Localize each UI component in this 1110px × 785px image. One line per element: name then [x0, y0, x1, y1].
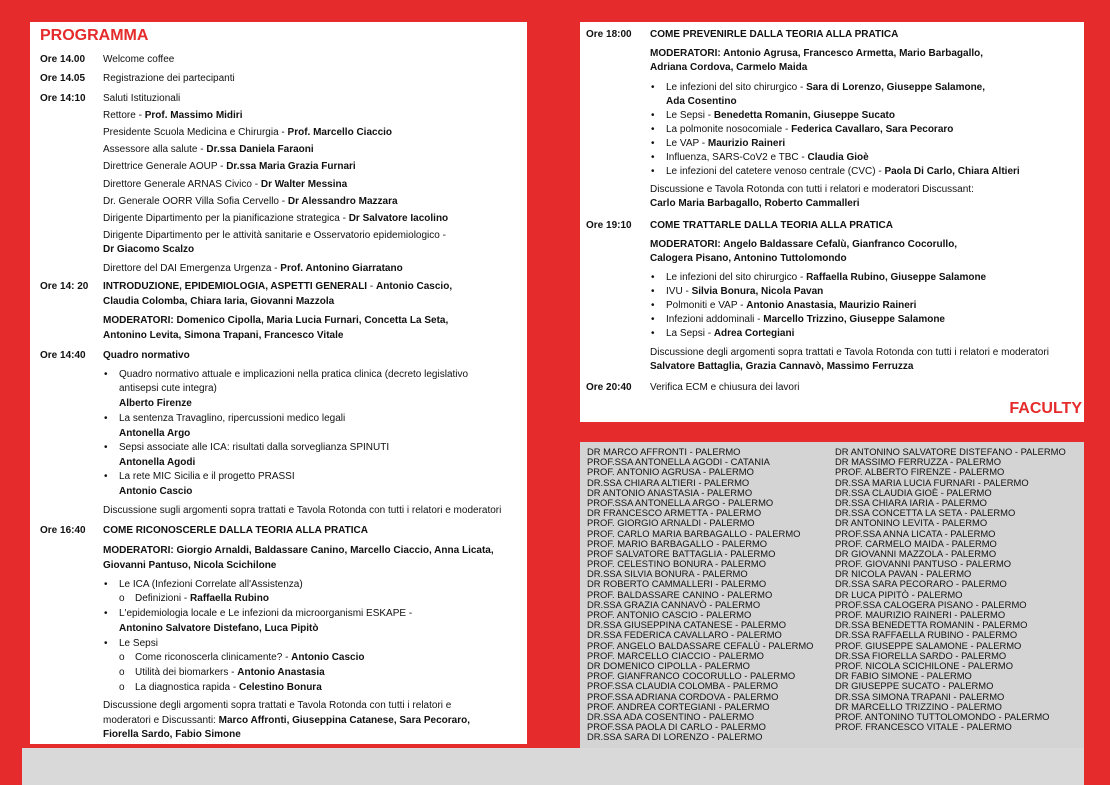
faculty-member: PROF. ANTONIO AGRUSA - PALERMO	[587, 466, 754, 478]
speaker-name: Dr.ssa Maria Grazia Furnari	[226, 161, 356, 172]
speaker-name: Celestino Bonura	[238, 682, 322, 693]
qn4-text: La rete MIC Sicilia e il progetto PRASSI	[119, 471, 295, 482]
prevenirle-heading: COME PREVENIRLE DALLA TEORIA ALLA PRATICA	[650, 29, 899, 40]
moderatori-4-line1: MODERATORI: Angelo Baldassare Cefalù, Gianfranco Cocorullo,	[650, 239, 958, 250]
bullet: •	[651, 138, 655, 149]
faculty-member: PROF. ANTONIO CASCIO - PALERMO	[587, 609, 752, 620]
prev-4-line	[666, 137, 785, 150]
role: Direttrice Generale AOUP -	[103, 161, 227, 172]
faculty-member: PROF.SSA ADRIANA CORDOVA - PALERMO	[587, 690, 779, 702]
bullet: •	[651, 82, 655, 93]
faculty-member: DR.SSA SARA DI LORENZO - PALERMO	[587, 731, 763, 743]
faculty-list	[580, 442, 1084, 748]
discussione-1: Discussione sugli argomenti sopra trattati e Tavola Rotonda con tutti i relatori e moderatori	[103, 505, 502, 516]
sub-bullet: o	[119, 593, 125, 604]
faculty-member: PROF. ALBERTO FIRENZE - PALERMO	[835, 466, 1005, 478]
speaker-name: Antonio Anastasia	[237, 667, 325, 678]
sepsi-3-line	[135, 681, 322, 694]
faculty-member: DR MASSIMO FERRUZZA - PALERMO	[835, 456, 1001, 468]
faculty-member: PROF. MAURIZIO RAINERI - PALERMO	[835, 609, 1006, 620]
discussione-4-line1: Discussione degli argomenti sopra trattati e Tavola Rotonda con tutti i relatori e moderatori	[650, 347, 1049, 358]
bullet: •	[651, 328, 655, 339]
faculty-member: DR GIUSEPPE SUCATO - PALERMO	[835, 680, 994, 692]
separator: -	[367, 281, 376, 292]
ica-text: Le ICA (Infezioni Correlate all'Assistenza)	[119, 579, 303, 590]
trattarle-heading: COME TRATTARLE DALLA TEORIA ALLA PRATICA	[650, 220, 893, 231]
definizioni-line	[135, 592, 269, 605]
qn2-speaker: Antonella Argo	[119, 428, 191, 439]
intro-speakers: Claudia Colomba, Chiara Iaria, Giovanni Mazzola	[103, 296, 335, 307]
bullet: •	[104, 579, 108, 590]
faculty-member: PROF.SSA ANNA LICATA - PALERMO	[835, 527, 996, 539]
faculty-member: DR FRANCESCO ARMETTA - PALERMO	[587, 507, 762, 519]
faculty-member: DR.SSA MARIA LUCIA FURNARI - PALERMO	[835, 476, 1029, 488]
topic: Definizioni -	[135, 593, 191, 604]
faculty-member: DR.SSA SARA PECORARO - PALERMO	[835, 578, 1007, 590]
faculty-member: PROF. CELESTINO BONURA - PALERMO	[587, 558, 767, 570]
faculty-member: DR.SSA BENEDETTA ROMANIN - PALERMO	[835, 619, 1028, 631]
prev-6-line	[666, 165, 1020, 178]
qn3-speaker: Antonella Agodi	[119, 457, 196, 468]
speaker-name: Raffaella Rubino	[190, 593, 269, 604]
time-1640: Ore 16:40	[40, 525, 86, 536]
faculty-member: DR.SSA SIMONA TRAPANI - PALERMO	[835, 690, 1005, 702]
bullet: •	[651, 286, 655, 297]
sepsi-1-line	[135, 651, 365, 664]
epid-text: L'epidemiologia locale e Le infezioni da microorganismi ESKAPE -	[119, 608, 413, 619]
time-1400: Ore 14.00	[40, 54, 86, 65]
qn1-speaker: Alberto Firenze	[119, 398, 192, 409]
speaker-name: Adrea Cortegiani	[713, 328, 795, 339]
faculty-member: DR MARCO AFFRONTI - PALERMO	[587, 446, 741, 457]
topic: Le Sepsi -	[666, 110, 714, 121]
riconoscerle-heading: COME RICONOSCERLE DALLA TEORIA ALLA PRATICA	[103, 525, 368, 536]
faculty-column-2	[835, 447, 1066, 732]
speaker-name: Marcello Trizzino, Giuseppe Salamone	[763, 314, 945, 325]
faculty-member: DR.SSA RAFFAELLA RUBINO - PALERMO	[835, 629, 1018, 641]
dai-line	[103, 262, 403, 275]
bullet: •	[104, 471, 108, 482]
speaker-name: Federica Cavallaro, Sara Pecoraro	[791, 124, 954, 135]
sub-bullet: o	[119, 652, 125, 663]
role: Direttore del DAI Emergenza Urgenza -	[103, 263, 281, 274]
speaker-name: Raffaella Rubino, Giuseppe Salamone	[806, 272, 987, 283]
topic: Le VAP -	[666, 138, 708, 149]
faculty-member: DR GIOVANNI MAZZOLA - PALERMO	[835, 547, 997, 559]
discussione-4-line2: Salvatore Battaglia, Grazia Cannavò, Massimo Ferruzza	[650, 361, 914, 372]
bullet: •	[651, 110, 655, 121]
time-1405: Ore 14.05	[40, 73, 86, 84]
faculty-member: DR.SSA CHIARA ALTIERI - PALERMO	[587, 476, 750, 488]
tratt-3-line	[666, 299, 916, 312]
discussione-2-line3: Fiorella Sardo, Fabio Simone	[103, 729, 241, 740]
discussione-3-line1: Discussione e Tavola Rotonda con tutti i relatori e moderatori Discussant:	[650, 184, 974, 195]
faculty-member: PROF.SSA CLAUDIA COLOMBA - PALERMO	[587, 680, 779, 692]
topic: Le infezioni del catetere venoso centrale (CVC) -	[666, 166, 885, 177]
tratt-5-line	[666, 327, 794, 340]
sub-bullet: o	[119, 667, 125, 678]
topic: Le infezioni del sito chirurgico -	[666, 272, 807, 283]
bullet: •	[104, 608, 108, 619]
faculty-member: DR MARCELLO TRIZZINO - PALERMO	[835, 700, 1002, 712]
prev-2-line	[666, 109, 895, 122]
faculty-column-1	[587, 447, 813, 742]
topic: Come riconoscerla clinicamente? -	[135, 652, 292, 663]
label: moderatori e Discussanti:	[103, 715, 219, 726]
speaker-name: Maurizio Raineri	[707, 138, 786, 149]
intro-heading	[103, 280, 452, 293]
bullet: •	[651, 166, 655, 177]
prev-3-line	[666, 123, 953, 136]
faculty-member: DR NICOLA PAVAN - PALERMO	[835, 568, 972, 580]
moderatori-3-line1: MODERATORI: Antonio Agrusa, Francesco Armetta, Mario Barbagallo,	[650, 48, 984, 59]
faculty-member: DR.SSA SILVIA BONURA - PALERMO	[587, 568, 748, 580]
faculty-member: DR ANTONIO ANASTASIA - PALERMO	[587, 486, 753, 498]
faculty-member: PROF. CARLO MARIA BARBAGALLO - PALERMO	[587, 527, 801, 539]
speaker-name: Benedetta Romanin, Giuseppe Sucato	[713, 110, 895, 121]
tratt-4-line	[666, 313, 945, 326]
prev-1-cont: Ada Cosentino	[666, 96, 737, 107]
topic: IVU -	[666, 286, 692, 297]
presidente-line	[103, 126, 392, 139]
topic: Influenza, SARS-CoV2 e TBC -	[666, 152, 808, 163]
topic: Utilità dei biomarkers -	[135, 667, 238, 678]
speaker-name: Antonio Anastasia, Maurizio Raineri	[746, 300, 917, 311]
bullet: •	[104, 638, 108, 649]
faculty-member: DR LUCA PIPITÒ - PALERMO	[835, 588, 963, 600]
qn2-text: La sentenza Travaglino, ripercussioni medico legali	[119, 413, 346, 424]
qn1-line1: Quadro normativo attuale e implicazioni nella pratica clinica (decreto legislativo	[119, 369, 469, 380]
tratt-1-line	[666, 271, 986, 284]
topic: La Sepsi -	[666, 328, 714, 339]
faculty-member: PROF. FRANCESCO VITALE - PALERMO	[835, 721, 1012, 733]
faculty-member: PROF.SSA ANTONELLA AGODI - CATANIA	[587, 456, 770, 468]
speaker-name: Dr Salvatore Iacolino	[348, 213, 449, 224]
speaker-name: Claudia Gioè	[807, 152, 869, 163]
moderatori-1-line1: MODERATORI: Domenico Cipolla, Maria Lucia Furnari, Concetta La Seta,	[103, 315, 449, 326]
faculty-member: DR.SSA FIORELLA SARDO - PALERMO	[835, 649, 1007, 661]
bullet: •	[651, 124, 655, 135]
speaker-name: Prof. Massimo Midiri	[144, 110, 243, 121]
faculty-member: PROF. ANGELO BALDASSARE CEFALÙ - PALERMO	[587, 639, 814, 651]
faculty-member: DR ROBERTO CAMMALLERI - PALERMO	[587, 578, 767, 590]
faculty-member: PROF. CARMELO MAIDA - PALERMO	[835, 537, 997, 549]
programma-panel-continued	[580, 22, 1084, 422]
speaker-name: Prof. Antonino Giarratano	[280, 263, 403, 274]
moderatori-4-line2: Calogera Pisano, Antonino Tuttolomondo	[650, 253, 847, 264]
qn4-speaker: Antonio Cascio	[119, 486, 193, 497]
faculty-member: PROF.SSA PAOLA DI CARLO - PALERMO	[587, 721, 766, 733]
faculty-member: PROF. ANDREA CORTEGIANI - PALERMO	[587, 700, 770, 712]
role: Presidente Scuola Medicina e Chirurgia -	[103, 127, 288, 138]
role: Dirigente Dipartimento per la pianificazione strategica -	[103, 213, 349, 224]
tratt-2-line	[666, 285, 823, 298]
faculty-member: DR.SSA GIUSEPPINA CATANESE - PALERMO	[587, 619, 787, 631]
assessore-line	[103, 143, 314, 156]
speaker-name: Paola Di Carlo, Chiara Altieri	[884, 166, 1020, 177]
bullet: •	[104, 413, 108, 424]
topic: Infezioni addominali -	[666, 314, 764, 325]
moderatori-3-line2: Adriana Cordova, Carmelo Maida	[650, 62, 808, 73]
faculty-title: FACULTY	[1009, 400, 1082, 417]
role: Assessore alla salute -	[103, 144, 207, 155]
faculty-member: DR.SSA CHIARA IARIA - PALERMO	[835, 496, 987, 508]
aoup-line	[103, 160, 356, 173]
topic: Le infezioni del sito chirurgico -	[666, 82, 807, 93]
speaker-name: Antonio Cascio	[291, 652, 365, 663]
rettore-line	[103, 109, 242, 122]
moderatori-1-line2: Antonino Levita, Simona Trapani, Francesco Vitale	[103, 330, 344, 341]
discussione-3-line2: Carlo Maria Barbagallo, Roberto Cammalleri	[650, 198, 860, 209]
topic: Polmoniti e VAP -	[666, 300, 747, 311]
time-1800: Ore 18:00	[586, 29, 632, 40]
discussione-2-line2	[103, 714, 470, 727]
verifica-text: Verifica ECM e chiusura dei lavori	[650, 382, 800, 393]
faculty-member: PROF.SSA ANTONELLA ARGO - PALERMO	[587, 496, 774, 508]
footer-strip	[22, 748, 1084, 785]
faculty-member: PROF. GIUSEPPE SALAMONE - PALERMO	[835, 639, 1022, 651]
time-1410: Ore 14:10	[40, 93, 86, 104]
faculty-member: PROF SALVATORE BATTAGLIA - PALERMO	[587, 547, 776, 559]
time-2040: Ore 20:40	[586, 382, 632, 393]
oorr-line	[103, 195, 398, 208]
time-1420: Ore 14: 20	[40, 281, 89, 292]
time-1440: Ore 14:40	[40, 350, 86, 361]
discussione-2-line1: Discussione degli argomenti sopra trattati e Tavola Rotonda con tutti i relatori e	[103, 700, 452, 711]
programma-title: PROGRAMMA	[40, 27, 149, 44]
faculty-member: DR ANTONINO SALVATORE DISTEFANO - PALERMO	[835, 446, 1066, 457]
pianificazione-line	[103, 212, 448, 225]
speaker-name: Sara di Lorenzo, Giuseppe Salamone,	[806, 82, 986, 93]
welcome-text: Welcome coffee	[103, 54, 175, 65]
faculty-member: PROF. GIOVANNI PANTUSO - PALERMO	[835, 558, 1012, 570]
moderatori-2-line2: Giovanni Pantuso, Nicola Scichilone	[103, 560, 277, 571]
sepsi-2-line	[135, 666, 325, 679]
speaker-name: Antonio Cascio,	[375, 281, 453, 292]
faculty-member: DR DOMENICO CIPOLLA - PALERMO	[587, 659, 750, 671]
bullet: •	[651, 272, 655, 283]
speaker-name: Dr.ssa Daniela Faraoni	[206, 144, 314, 155]
speaker-name: Prof. Marcello Ciaccio	[287, 127, 393, 138]
bullet: •	[651, 300, 655, 311]
topic: La polmonite nosocomiale -	[666, 124, 792, 135]
faculty-member: DR.SSA CONCETTA LA SETA - PALERMO	[835, 507, 1016, 519]
arnas-line	[103, 178, 347, 191]
faculty-member: DR.SSA ADA COSENTINO - PALERMO	[587, 710, 755, 722]
epid-speakers: Antonino Salvatore Distefano, Luca Pipitò	[119, 623, 319, 634]
sepsi-text: Le Sepsi	[119, 638, 158, 649]
faculty-member: PROF. GIANFRANCO COCORULLO - PALERMO	[587, 670, 796, 682]
prev-1-line	[666, 81, 985, 94]
faculty-member: PROF. MARIO BARBAGALLO - PALERMO	[587, 537, 768, 549]
role: Dr. Generale OORR Villa Sofia Cervello -	[103, 196, 288, 207]
quadro-heading: Quadro normativo	[103, 350, 190, 361]
role: Direttore Generale ARNAS Civico -	[103, 179, 261, 190]
speaker-name: Dr Alessandro Mazzara	[287, 196, 398, 207]
faculty-member: DR ANTONINO LEVITA - PALERMO	[835, 517, 988, 529]
speaker-name: Silvia Bonura, Nicola Pavan	[691, 286, 824, 297]
faculty-member: DR.SSA CLAUDIA GIOÈ - PALERMO	[835, 486, 992, 498]
role: Rettore -	[103, 110, 145, 121]
faculty-member: DR.SSA FEDERICA CAVALLARO - PALERMO	[587, 629, 782, 641]
speaker-name: Dr Walter Messina	[260, 179, 348, 190]
faculty-member: DR.SSA GRAZIA CANNAVÒ - PALERMO	[587, 598, 761, 610]
topic: La diagnostica rapida -	[135, 682, 239, 693]
saluti-text: Saluti Istituzionali	[103, 93, 181, 104]
bullet: •	[651, 314, 655, 325]
bullet: •	[104, 442, 108, 453]
faculty-member: PROF.SSA CALOGERA PISANO - PALERMO	[835, 598, 1027, 610]
moderatori-2-line1: MODERATORI: Giorgio Arnaldi, Baldassare Canino, Marcello Ciaccio, Anna Licata,	[103, 545, 494, 556]
speaker-name: Marco Affronti, Giuseppina Catanese, Sara Pecoraro,	[218, 715, 470, 726]
faculty-member: PROF. MARCELLO CIACCIO - PALERMO	[587, 649, 764, 661]
attivita-line: Dirigente Dipartimento per le attività sanitarie e Osservatorio epidemiologico -	[103, 230, 446, 241]
faculty-member: PROF. BALDASSARE CANINO - PALERMO	[587, 588, 773, 600]
faculty-member: PROF. GIORGIO ARNALDI - PALERMO	[587, 517, 755, 529]
registrazione-text: Registrazione dei partecipanti	[103, 73, 235, 84]
faculty-member: DR FABIO SIMONE - PALERMO	[835, 670, 972, 682]
faculty-member: PROF. ANTONINO TUTTOLOMONDO - PALERMO	[835, 710, 1050, 722]
prev-5-line	[666, 151, 869, 164]
qn3-text: Sepsi associate alle ICA: risultati dalla sorveglianza SPINUTI	[119, 442, 390, 453]
session-title: INTRODUZIONE, EPIDEMIOLOGIA, ASPETTI GENERALI	[103, 281, 368, 292]
bullet: •	[651, 152, 655, 163]
qn1-line2: antisepsi cute integra)	[119, 383, 217, 394]
sub-bullet: o	[119, 682, 125, 693]
bullet: •	[104, 369, 108, 380]
faculty-member: PROF. NICOLA SCICHILONE - PALERMO	[835, 659, 1013, 671]
attivita-name: Dr Giacomo Scalzo	[103, 244, 195, 255]
time-1910: Ore 19:10	[586, 220, 632, 231]
programma-panel	[30, 22, 527, 744]
